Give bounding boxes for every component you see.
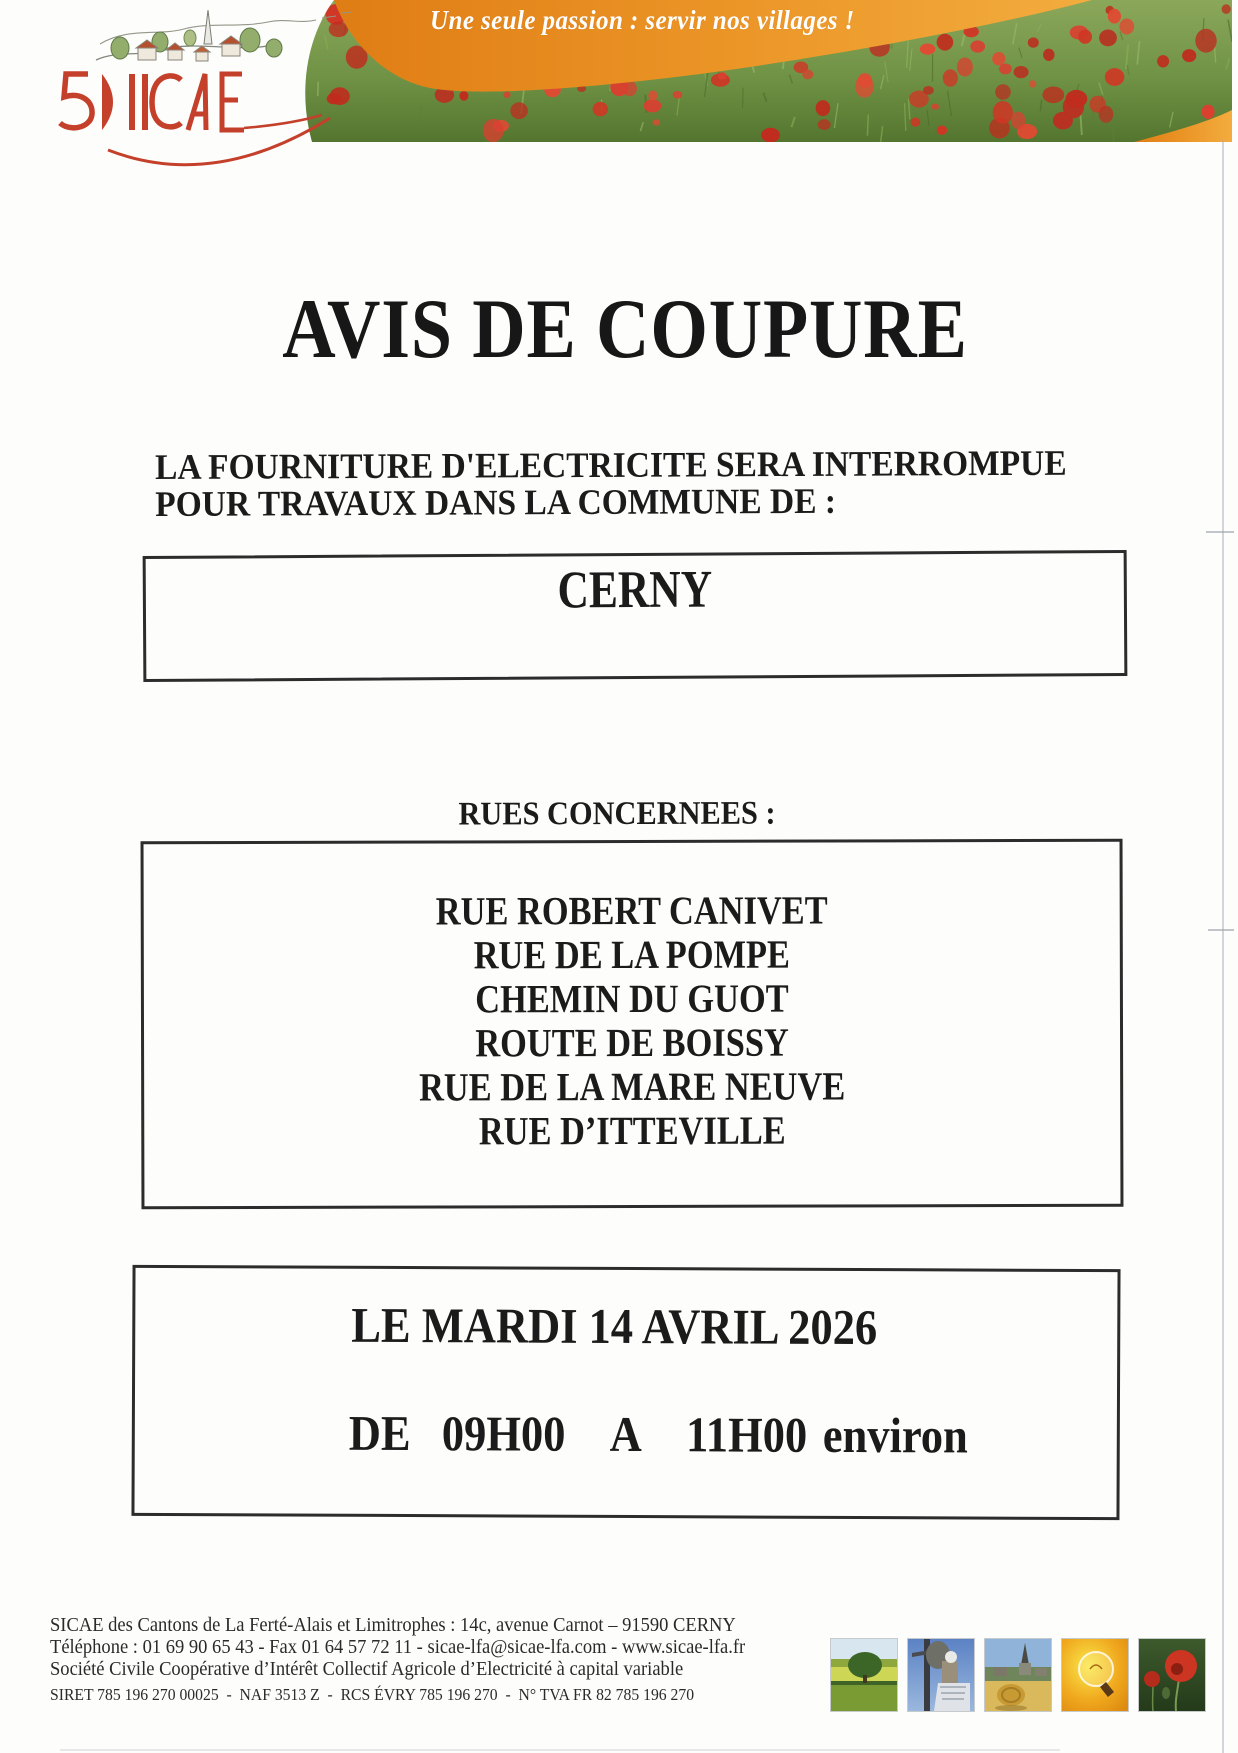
sicae-logo: [0, 0, 420, 210]
street-item: RUE ROBERT CANIVET: [435, 887, 828, 934]
schedule-box: [131, 1265, 1120, 1520]
village-sketch-icon: [96, 10, 352, 61]
outage-time: DE 09H00 A 11H00 environ: [348, 1404, 968, 1464]
intro-line-1: LA FOURNITURE D'ELECTRICITE SERA INTERROMPUE: [154, 442, 1067, 487]
scan-tick-mark: [1206, 531, 1234, 533]
streets-list: [212, 888, 1052, 1154]
street-item: ROUTE DE BOISSY: [475, 1019, 789, 1066]
street-item: RUE D’ITTEVILLE: [478, 1107, 786, 1154]
footer-registration: SIRET 785 196 270 00025 - NAF 3513 Z - RCS ÉVRY 785 196 270 - N° TVA FR 82 785 196 270: [50, 1685, 695, 1704]
street-item: RUE DE LA MARE NEUVE: [418, 1063, 846, 1110]
footer-company-type: Société Civile Coopérative d’Intérêt Collectif Agricole d’Electricité à capital variable: [50, 1659, 684, 1680]
intro-line-2: POUR TRAVAUX DANS LA COMMUNE DE :: [155, 480, 837, 524]
footer-address: SICAE des Cantons de La Ferté-Alais et Limitrophes : 14c, avenue Carnot – 91590 CERNY: [50, 1615, 736, 1636]
scan-edge-shadow: [1222, 140, 1224, 1753]
logo-red-arc: [108, 118, 330, 165]
streets-box: [141, 839, 1124, 1210]
notice-title: AVIS DE COUPURE: [282, 282, 968, 376]
scan-bottom-shadow: [60, 1749, 1060, 1751]
streets-heading: RUES CONCERNEES :: [458, 795, 776, 833]
photo-poppy-flower: [1138, 1638, 1206, 1712]
photo-village-church-hay-bale: [984, 1638, 1052, 1712]
street-item: RUE DE LA POMPE: [473, 931, 791, 978]
footer-photo-strip: [830, 1638, 1206, 1712]
sicae-logo-letters: [60, 74, 322, 130]
footer: [50, 1615, 782, 1706]
photo-field-with-tree: [830, 1638, 898, 1712]
photo-light-bulb: [1061, 1638, 1129, 1712]
commune-name: CERNY: [557, 560, 713, 620]
commune-box: [143, 550, 1128, 682]
scan-tick-mark: [1208, 929, 1234, 931]
intro-paragraph: [154, 442, 1067, 524]
footer-contacts: Téléphone : 01 69 90 65 43 - Fax 01 64 57 72 11 - sicae-lfa@sicae-lfa.com - www.sicae-lfa.fr: [50, 1637, 746, 1658]
photo-lineman-at-work: [907, 1638, 975, 1712]
banner-slogan: Une seule passion : servir nos villages !: [430, 5, 855, 35]
street-item: CHEMIN DU GUOT: [475, 975, 789, 1022]
outage-date: LE MARDI 14 AVRIL 2026: [351, 1296, 878, 1356]
